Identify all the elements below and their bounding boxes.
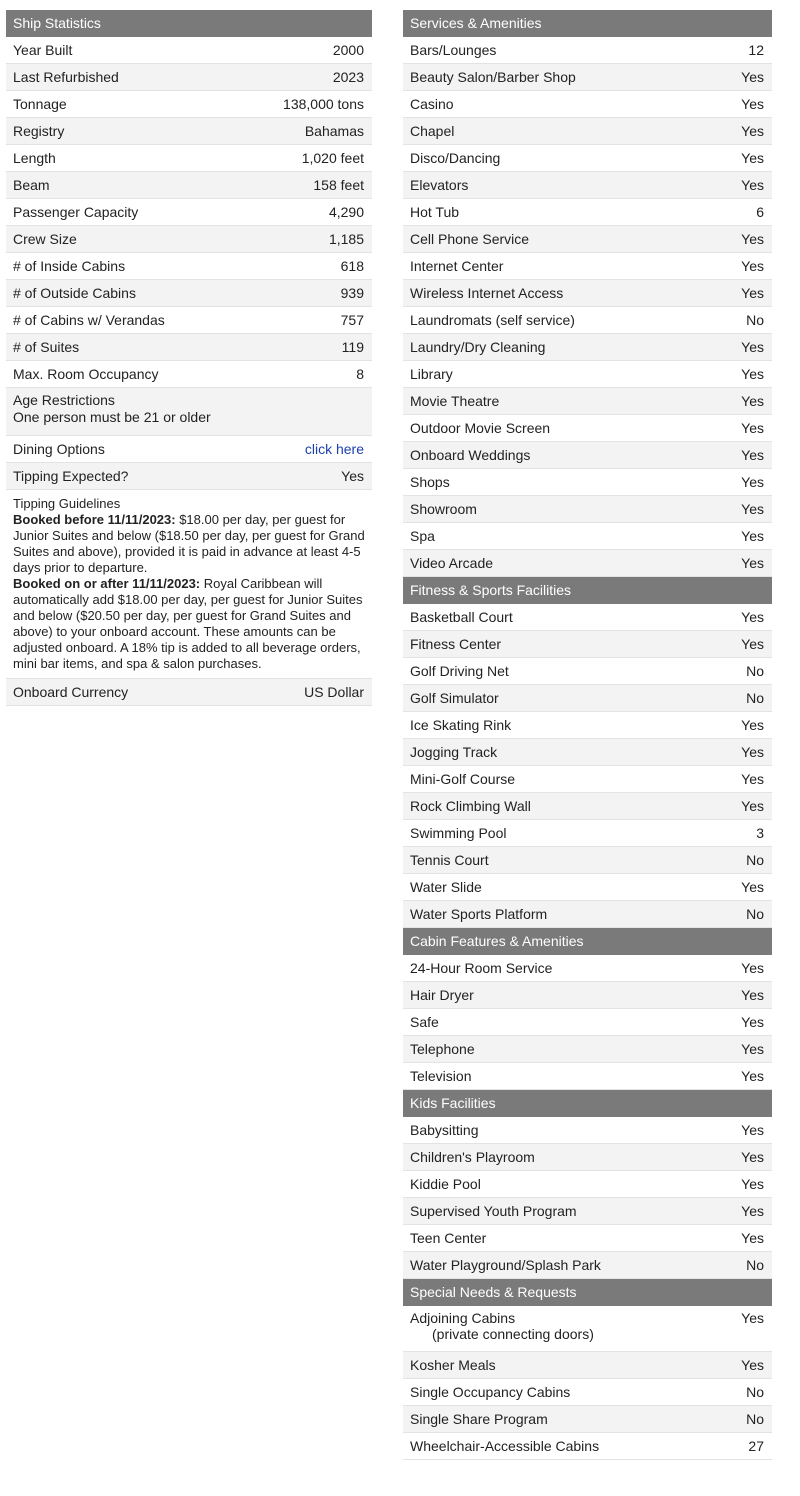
- row-value: 8: [356, 366, 364, 382]
- table-row: [403, 1063, 772, 1090]
- row-value: 618: [340, 258, 364, 274]
- table-row: [6, 64, 372, 91]
- ship-statistics-panel: [6, 10, 372, 706]
- row-value: Yes: [741, 555, 764, 571]
- dining-options-link[interactable]: click here: [304, 441, 364, 457]
- guideline-before-text: $18.00 per day, per guest for Junior Suites and below ($18.50 per day, per guest for Grand Suites and above), provided it is paid in advance at least 4-5 days prior to departure.: [13, 512, 365, 575]
- tipping-guidelines: [6, 490, 372, 679]
- row-value: Yes: [741, 501, 764, 517]
- guideline-after-label: Booked on or after 11/11/2023:: [13, 576, 201, 591]
- row-value: Yes: [741, 177, 764, 193]
- table-row: [403, 604, 772, 631]
- row-value: Yes: [741, 744, 764, 760]
- row-value: 3: [756, 825, 764, 841]
- dining-options-label: Dining Options: [13, 441, 105, 457]
- row-value: Yes: [741, 1176, 764, 1192]
- row-value: 6: [756, 204, 764, 220]
- table-row: [403, 388, 772, 415]
- table-row: [403, 1433, 772, 1460]
- onboard-currency-value: US Dollar: [304, 684, 364, 700]
- table-row: [403, 712, 772, 739]
- row-label: Safe: [410, 1014, 439, 1030]
- row-label: Water Playground/Splash Park: [410, 1257, 601, 1273]
- table-row: [403, 226, 772, 253]
- table-row: [403, 550, 772, 577]
- row-value: Yes: [741, 420, 764, 436]
- row-label: Golf Driving Net: [410, 663, 509, 679]
- table-row: [403, 982, 772, 1009]
- table-row: [403, 469, 772, 496]
- special-needs-header: Special Needs & Requests: [403, 1279, 772, 1306]
- row-label: Length: [13, 150, 56, 166]
- row-value: 939: [340, 285, 364, 301]
- table-row: [6, 280, 372, 307]
- row-label: Showroom: [410, 501, 477, 517]
- row-label: Telephone: [410, 1041, 475, 1057]
- table-row: [403, 793, 772, 820]
- table-row: [403, 334, 772, 361]
- row-value: Yes: [741, 231, 764, 247]
- row-label: Teen Center: [410, 1230, 487, 1246]
- table-row: [403, 523, 772, 550]
- row-value: 4,290: [328, 204, 364, 220]
- row-value: Yes: [741, 528, 764, 544]
- age-restrictions-label: Age Restrictions: [13, 392, 115, 408]
- table-row: [403, 1406, 772, 1433]
- row-value: Yes: [741, 1041, 764, 1057]
- row-value: No: [746, 1257, 764, 1273]
- table-row: [403, 631, 772, 658]
- table-row: [6, 199, 372, 226]
- row-label: Tonnage: [13, 96, 67, 112]
- table-row: [6, 37, 372, 64]
- adjoining-cabins-value: Yes: [741, 1310, 764, 1326]
- row-value: No: [746, 663, 764, 679]
- cabin-header: Cabin Features & Amenities: [403, 928, 772, 955]
- row-label: Tennis Court: [410, 852, 489, 868]
- row-value: Yes: [741, 1203, 764, 1219]
- row-value: Yes: [741, 771, 764, 787]
- table-row: [403, 64, 772, 91]
- row-label: Year Built: [13, 42, 73, 58]
- table-row: [6, 118, 372, 145]
- row-label: Water Sports Platform: [410, 906, 548, 922]
- table-row: [403, 1352, 772, 1379]
- age-restrictions-row: [6, 388, 372, 436]
- row-value: Yes: [741, 798, 764, 814]
- tipping-guidelines-title: Tipping Guidelines: [13, 496, 121, 511]
- row-label: # of Cabins w/ Verandas: [13, 312, 165, 328]
- row-label: # of Inside Cabins: [13, 258, 126, 274]
- table-row: [6, 361, 372, 388]
- row-label: Bars/Lounges: [410, 42, 497, 58]
- table-row: [403, 253, 772, 280]
- table-row: [403, 91, 772, 118]
- row-label: Children's Playroom: [410, 1149, 535, 1165]
- table-row: [6, 91, 372, 118]
- row-label: Beam: [13, 177, 50, 193]
- row-label: Single Share Program: [410, 1411, 548, 1427]
- row-label: Library: [410, 366, 453, 382]
- row-label: Casino: [410, 96, 454, 112]
- row-value: Yes: [741, 366, 764, 382]
- row-value: Yes: [741, 1122, 764, 1138]
- guideline-before-label: Booked before 11/11/2023:: [13, 512, 176, 527]
- row-label: # of Suites: [13, 339, 80, 355]
- row-label: Wheelchair-Accessible Cabins: [410, 1438, 600, 1454]
- row-value: 12: [748, 42, 764, 58]
- row-value: Yes: [741, 1357, 764, 1373]
- row-label: Disco/Dancing: [410, 150, 501, 166]
- row-label: Mini-Golf Course: [410, 771, 516, 787]
- table-row: [403, 37, 772, 64]
- table-row: [403, 145, 772, 172]
- table-row: [6, 253, 372, 280]
- row-label: Onboard Weddings: [410, 447, 531, 463]
- row-value: Yes: [741, 150, 764, 166]
- table-row: [403, 1036, 772, 1063]
- row-label: Max. Room Occupancy: [13, 366, 159, 382]
- table-row: [403, 307, 772, 334]
- row-label: Video Arcade: [410, 555, 494, 571]
- row-label: Shops: [410, 474, 450, 490]
- row-label: Ice Skating Rink: [410, 717, 512, 733]
- row-label: 24-Hour Room Service: [410, 960, 553, 976]
- row-label: Single Occupancy Cabins: [410, 1384, 571, 1400]
- ship-statistics-header: Ship Statistics: [6, 10, 372, 37]
- age-restrictions-text: One person must be 21 or older: [13, 409, 211, 425]
- table-row: [6, 334, 372, 361]
- row-value: No: [746, 1411, 764, 1427]
- services-rows: [403, 37, 772, 577]
- row-label: Swimming Pool: [410, 825, 507, 841]
- table-row: [403, 1252, 772, 1279]
- table-row: [403, 1198, 772, 1225]
- row-label: Rock Climbing Wall: [410, 798, 531, 814]
- row-label: Laundromats (self service): [410, 312, 575, 328]
- row-value: 27: [748, 1438, 764, 1454]
- table-row: [403, 199, 772, 226]
- fitness-header: Fitness & Sports Facilities: [403, 577, 772, 604]
- adjoining-cabins-row: [403, 1306, 772, 1352]
- row-value: 158 feet: [313, 177, 364, 193]
- table-row: [403, 1171, 772, 1198]
- onboard-currency-label: Onboard Currency: [13, 684, 129, 700]
- row-value: Yes: [741, 339, 764, 355]
- adjoining-cabins-sub: (private connecting doors): [432, 1326, 594, 1342]
- cabin-rows: [403, 955, 772, 1090]
- row-value: Yes: [741, 1068, 764, 1084]
- table-row: [403, 172, 772, 199]
- row-label: Kiddie Pool: [410, 1176, 481, 1192]
- row-value: 2000: [332, 42, 364, 58]
- row-label: Jogging Track: [410, 744, 498, 760]
- row-value: Yes: [741, 393, 764, 409]
- adjoining-cabins-label: Adjoining Cabins: [410, 1310, 516, 1326]
- row-value: Yes: [741, 69, 764, 85]
- tipping-expected-value: Yes: [341, 468, 364, 484]
- table-row: [403, 1379, 772, 1406]
- table-row: [403, 280, 772, 307]
- row-value: Yes: [741, 285, 764, 301]
- row-label: Television: [410, 1068, 472, 1084]
- amenities-panel: [403, 10, 772, 1460]
- row-label: Fitness Center: [410, 636, 502, 652]
- row-label: Spa: [410, 528, 435, 544]
- row-label: Hot Tub: [410, 204, 460, 220]
- row-value: Bahamas: [304, 123, 364, 139]
- row-label: Basketball Court: [410, 609, 513, 625]
- row-value: Yes: [741, 1149, 764, 1165]
- dining-options-row: [6, 436, 372, 463]
- table-row: [403, 901, 772, 928]
- row-label: Supervised Youth Program: [410, 1203, 577, 1219]
- row-value: Yes: [741, 960, 764, 976]
- row-value: 1,020 feet: [301, 150, 364, 166]
- row-value: No: [746, 690, 764, 706]
- row-label: Wireless Internet Access: [410, 285, 564, 301]
- row-value: 138,000 tons: [283, 96, 364, 112]
- row-value: Yes: [741, 258, 764, 274]
- row-label: # of Outside Cabins: [13, 285, 136, 301]
- fitness-rows: [403, 604, 772, 928]
- row-label: Passenger Capacity: [13, 204, 139, 220]
- row-value: Yes: [741, 474, 764, 490]
- table-row: [403, 496, 772, 523]
- row-value: No: [746, 906, 764, 922]
- row-label: Hair Dryer: [410, 987, 474, 1003]
- table-row: [403, 955, 772, 982]
- row-value: Yes: [741, 879, 764, 895]
- row-value: Yes: [741, 1014, 764, 1030]
- table-row: [403, 1225, 772, 1252]
- onboard-currency-row: [6, 679, 372, 706]
- tipping-expected-label: Tipping Expected?: [13, 468, 129, 484]
- table-row: [403, 361, 772, 388]
- row-label: Internet Center: [410, 258, 504, 274]
- row-label: Elevators: [410, 177, 469, 193]
- table-row: [6, 172, 372, 199]
- row-label: Outdoor Movie Screen: [410, 420, 551, 436]
- row-label: Water Slide: [410, 879, 482, 895]
- row-value: Yes: [741, 717, 764, 733]
- guideline-after-text: Royal Caribbean will automatically add $18.00 per day, per guest for Junior Suites and below ($20.50 per day, per guest for Grand Suites and above) to your onboard account. These amounts can be adjusted onboard. A 18% tip is added to all beverage orders, mini bar items, and spa & salon purchases.: [13, 576, 363, 671]
- table-row: [403, 1117, 772, 1144]
- row-value: 119: [341, 339, 364, 355]
- table-row: [403, 118, 772, 145]
- special-needs-rows: [403, 1352, 772, 1460]
- row-label: Crew Size: [13, 231, 77, 247]
- table-row: [403, 442, 772, 469]
- tipping-guidelines-text: [13, 512, 365, 672]
- row-label: Chapel: [410, 123, 455, 139]
- table-row: [403, 847, 772, 874]
- row-value: Yes: [741, 609, 764, 625]
- row-value: Yes: [741, 1230, 764, 1246]
- table-row: [403, 766, 772, 793]
- row-label: Kosher Meals: [410, 1357, 496, 1373]
- ship-statistics-rows: [6, 37, 372, 388]
- row-value: Yes: [741, 123, 764, 139]
- row-label: Beauty Salon/Barber Shop: [410, 69, 576, 85]
- row-label: Registry: [13, 123, 65, 139]
- tipping-expected-row: [6, 463, 372, 490]
- table-row: [403, 874, 772, 901]
- row-label: Babysitting: [410, 1122, 479, 1138]
- row-value: No: [746, 1384, 764, 1400]
- row-label: Last Refurbished: [13, 69, 119, 85]
- table-row: [403, 685, 772, 712]
- row-value: Yes: [741, 447, 764, 463]
- row-value: 2023: [332, 69, 364, 85]
- kids-rows: [403, 1117, 772, 1279]
- table-row: [403, 1009, 772, 1036]
- table-row: [403, 820, 772, 847]
- table-row: [403, 658, 772, 685]
- kids-header: Kids Facilities: [403, 1090, 772, 1117]
- table-row: [403, 739, 772, 766]
- row-value: No: [746, 852, 764, 868]
- row-value: No: [746, 312, 764, 328]
- row-value: 1,185: [328, 231, 364, 247]
- row-value: Yes: [741, 96, 764, 112]
- services-header: Services & Amenities: [403, 10, 772, 37]
- table-row: [403, 415, 772, 442]
- row-value: Yes: [741, 636, 764, 652]
- table-row: [6, 145, 372, 172]
- row-label: Golf Simulator: [410, 690, 499, 706]
- table-row: [6, 226, 372, 253]
- row-label: Laundry/Dry Cleaning: [410, 339, 546, 355]
- row-label: Cell Phone Service: [410, 231, 530, 247]
- table-row: [6, 307, 372, 334]
- table-row: [403, 1144, 772, 1171]
- row-label: Movie Theatre: [410, 393, 500, 409]
- row-value: Yes: [741, 987, 764, 1003]
- row-value: 757: [340, 312, 364, 328]
